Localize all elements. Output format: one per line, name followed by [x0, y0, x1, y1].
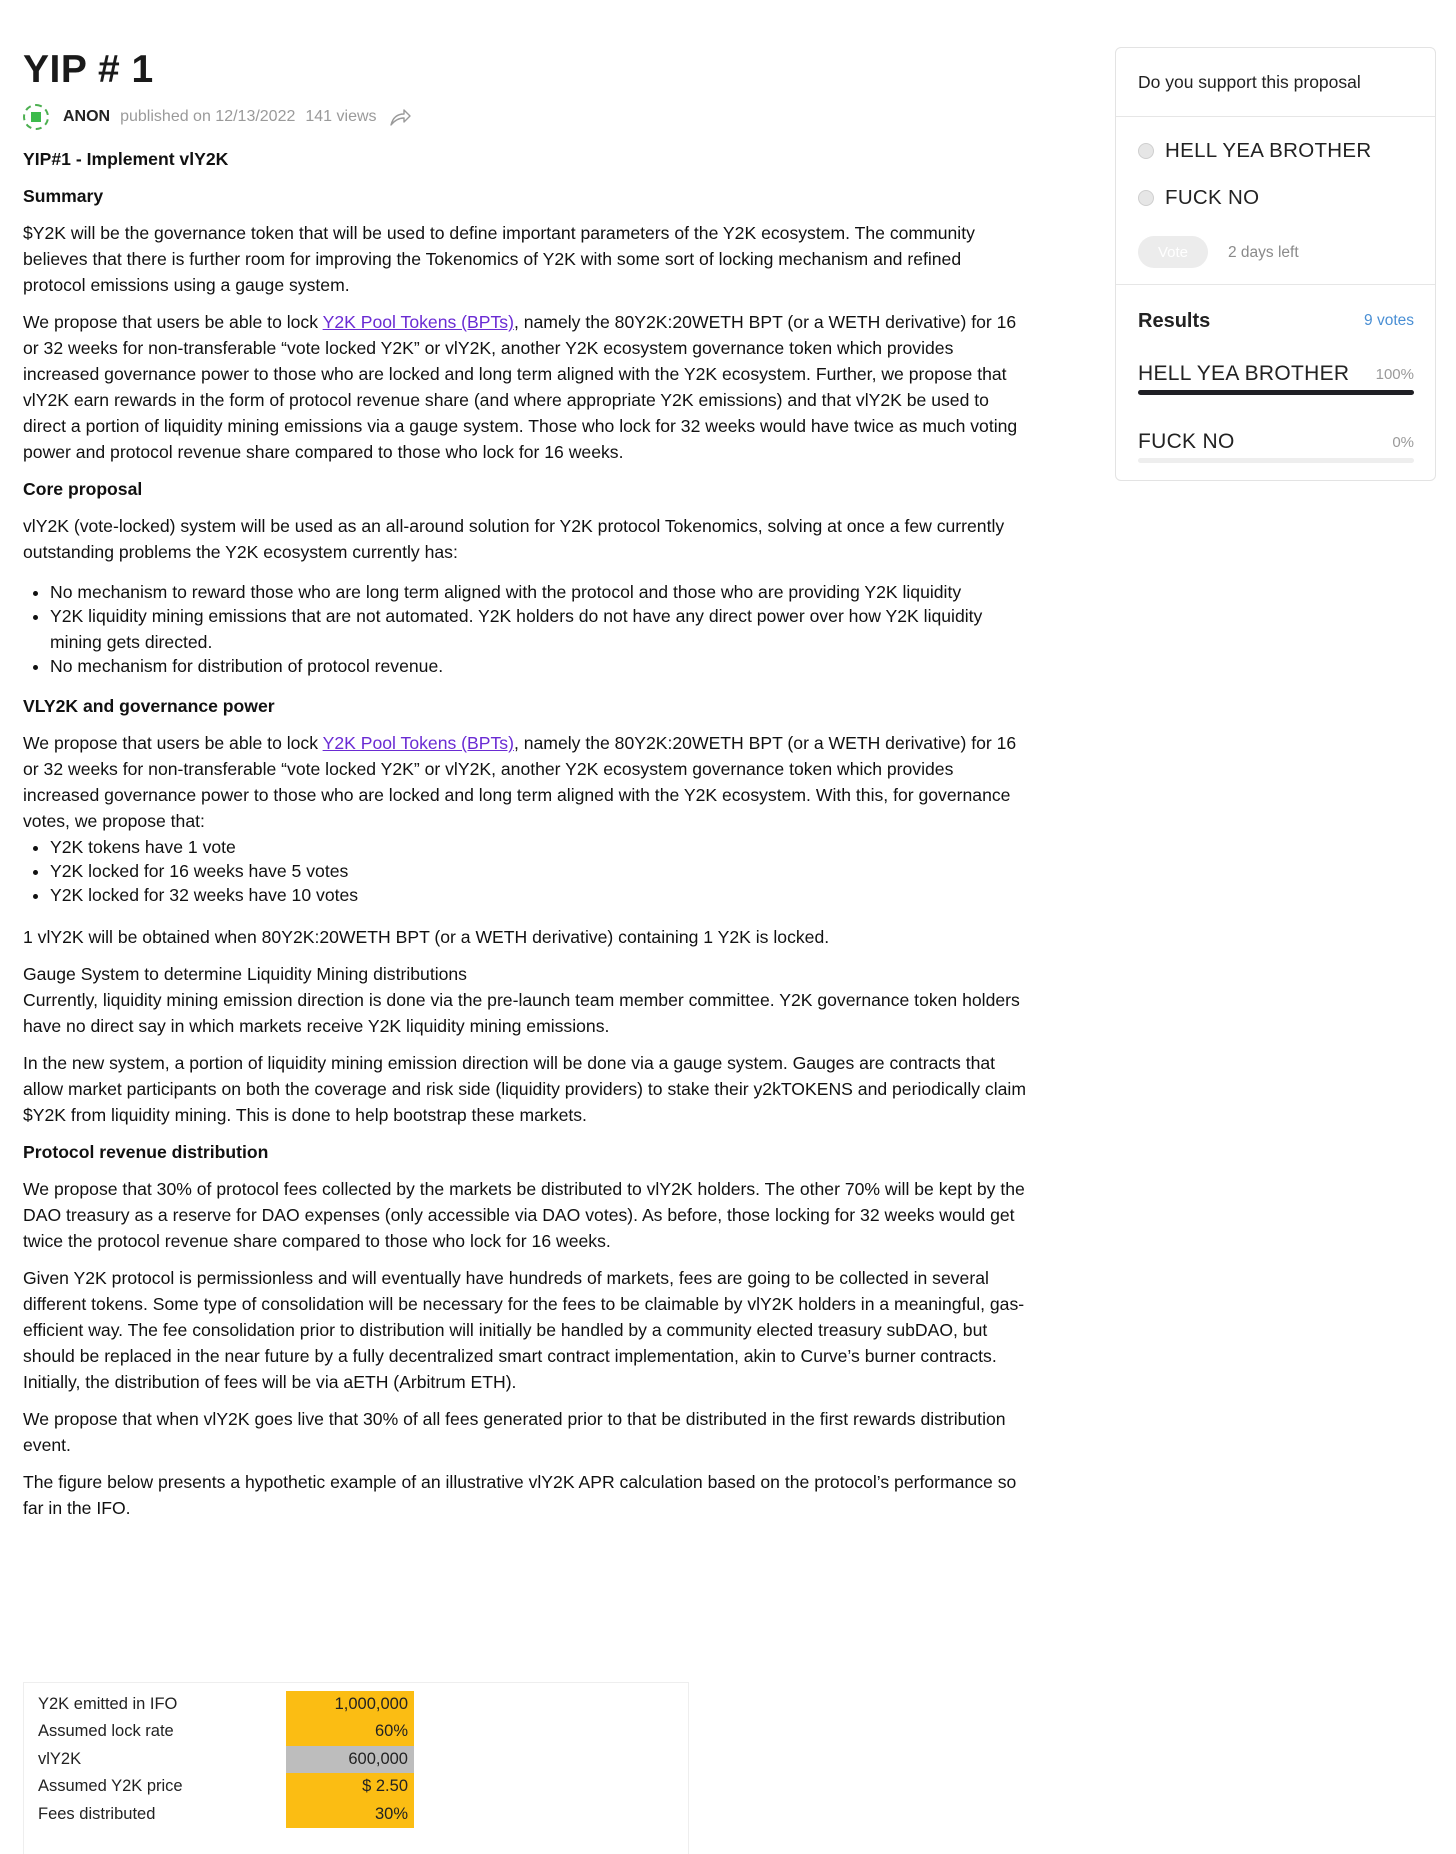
result-bar-track	[1138, 390, 1414, 395]
result-percent: 100%	[1375, 366, 1414, 383]
paragraph	[23, 309, 1028, 465]
heading-vly2k: VLY2K and governance power	[23, 696, 275, 716]
result-label: HELL YEA BROTHER	[1138, 362, 1350, 385]
table-value: 1,000,000	[286, 1691, 414, 1718]
poll-question: Do you support this proposal	[1116, 48, 1435, 117]
paragraph: vlY2K (vote-locked) system will be used as an all-around solution for Y2K protocol Tokenomics, solving at once a few currently outstanding problems the Y2K ecosystem currently has:	[23, 516, 1005, 562]
heading-core: Core proposal	[23, 479, 143, 499]
table-label: Assumed Y2K price	[38, 1777, 183, 1796]
published-date: published on 12/13/2022	[120, 108, 296, 125]
paragraph: 1 vlY2K will be obtained when 80Y2K:20WETH BPT (or a WETH derivative) containing 1 Y2K is locked.	[23, 927, 830, 947]
list-item: • Y2K locked for 32 weeks have 10 votes	[50, 882, 1028, 908]
list-item: • Y2K liquidity mining emissions that are not automated. Y2K holders do not have any direct power over how Y2K liquidity mining gets directed.	[50, 603, 1028, 655]
list-item: • Y2K tokens have 1 vote	[50, 834, 1028, 860]
apr-table-image	[23, 1682, 689, 1854]
text: We propose that users be able to lock	[23, 312, 323, 332]
paragraph: Given Y2K protocol is permissionless and will eventually have hundreds of markets, fees are going to be collected in several different tokens. Some type of consolidation will be necessary for the fees to be claimable by vlY2K holders in a meaningful, gas-efficient way. The fee consolidation prior to distribution will initially be handled by a community elected treasury subDAO, but should be replaced in the near future by a fully decentralized smart contract implementation, akin to Curve’s burner contracts. Initially, the distribution of fees will be via aETH (Arbitrum ETH).	[23, 1268, 1025, 1392]
author-name[interactable]: ANON	[63, 108, 111, 125]
table-row	[34, 1801, 414, 1828]
text: , namely the 80Y2K:20WETH BPT (or a WETH derivative) for 16 or 32 weeks for non-transferable “vote locked Y2K” or vlY2K, another Y2K ecosystem governance token which provides increased governance power to those who are locked and long term aligned with the Y2K ecosystem. Further, we propose that vlY2K earn rewards in the form of protocol revenue share (and where appropriate Y2K emissions) and that vlY2K be used to direct a portion of liquidity mining emissions via a gauge system. Those who lock for 32 weeks would have twice as much voting power and protocol revenue share compared to those who lock for 16 weeks.	[23, 312, 1018, 462]
avatar[interactable]	[23, 104, 49, 130]
list-item: • Y2K locked for 16 weeks have 5 votes	[50, 858, 1028, 884]
poll-panel	[1115, 47, 1436, 481]
table-row	[34, 1773, 414, 1800]
votes-count[interactable]: 9 votes	[1364, 312, 1414, 329]
table-row	[34, 1746, 414, 1773]
table-value: 60%	[286, 1718, 414, 1745]
radio-button[interactable]	[1138, 190, 1154, 206]
table-label: vlY2K	[38, 1749, 82, 1768]
heading-revenue: Protocol revenue distribution	[23, 1142, 269, 1162]
bpt-link[interactable]: Y2K Pool Tokens (BPTs)	[322, 733, 514, 753]
view-count: 141 views	[305, 108, 377, 125]
avatar-icon	[31, 112, 41, 122]
table-label: Assumed lock rate	[38, 1722, 174, 1741]
result-label: FUCK NO	[1138, 430, 1235, 453]
paragraph	[23, 961, 1028, 1039]
heading-main: YIP#1 - Implement vlY2K	[23, 149, 229, 169]
paragraph: $Y2K will be the governance token that will be used to define important parameters of the Y2K ecosystem. The community believes that there is further room for improving the Tokenomics of Y2K with some sort of locking mechanism and refined protocol emissions using a gauge system.	[23, 223, 975, 295]
post-body	[23, 146, 1028, 1521]
divider	[1116, 284, 1435, 285]
table-value: $ 2.50	[286, 1773, 414, 1800]
vote-button[interactable]: Vote	[1138, 236, 1208, 268]
result-row	[1138, 430, 1414, 463]
table-row	[34, 1691, 414, 1718]
table-label: Y2K emitted in IFO	[38, 1695, 178, 1713]
result-row	[1138, 362, 1414, 395]
apr-table	[34, 1691, 414, 1828]
table-value: 600,000	[286, 1746, 414, 1773]
text: Currently, liquidity mining emission direction is done via the pre-launch team member committee. Y2K governance token holders have no direct say in which markets receive Y2K liquidity mining emissions.	[23, 990, 1020, 1036]
results-title: Results	[1138, 310, 1211, 332]
share-icon[interactable]	[389, 107, 411, 127]
option-label: HELL YEA BROTHER	[1165, 139, 1372, 162]
result-bar-fill	[1138, 390, 1414, 395]
table-value: 30%	[286, 1801, 414, 1828]
heading-summary: Summary	[23, 186, 104, 206]
bullet-list	[23, 579, 1028, 679]
bullet-list	[23, 834, 1028, 908]
list-item: • No mechanism to reward those who are long term aligned with the protocol and those who are providing Y2K liquidity	[50, 579, 1028, 605]
text: We propose that users be able to lock	[23, 733, 323, 753]
result-bar-track	[1138, 458, 1414, 463]
table-row	[34, 1718, 414, 1745]
paragraph: The figure below presents a hypothetic example of an illustrative vlY2K APR calculation based on the protocol’s performance so far in the IFO.	[23, 1472, 1017, 1518]
post-main	[23, 40, 1028, 1521]
list-item: • No mechanism for distribution of protocol revenue.	[50, 653, 1028, 679]
post-meta	[23, 100, 1028, 134]
bpt-link[interactable]: Y2K Pool Tokens (BPTs)	[322, 312, 514, 332]
poll-option-no[interactable]	[1138, 186, 1259, 210]
table-label: Fees distributed	[38, 1804, 156, 1823]
option-label: FUCK NO	[1165, 186, 1260, 209]
text: Gauge System to determine Liquidity Mining distributions	[23, 964, 467, 984]
post-title: YIP # 1	[23, 48, 154, 91]
paragraph: We propose that when vlY2K goes live that 30% of all fees generated prior to that be distributed in the first rewards distribution event.	[23, 1409, 1006, 1455]
paragraph: We propose that 30% of protocol fees collected by the markets be distributed to vlY2K holders. The other 70% will be kept by the DAO treasury as a reserve for DAO expenses (only accessible via DAO votes). As before, those locking for 32 weeks would get twice the protocol revenue share compared to those who lock for 16 weeks.	[23, 1179, 1025, 1251]
time-left: 2 days left	[1228, 244, 1299, 261]
paragraph	[23, 730, 1028, 834]
poll-option-yes[interactable]	[1138, 139, 1371, 163]
radio-button[interactable]	[1138, 143, 1154, 159]
paragraph: In the new system, a portion of liquidity mining emission direction will be done via a gauge system. Gauges are contracts that allow market participants on both the coverage and risk side (liquidity providers) to stake their y2kTOKENS and periodically claim $Y2K from liquidity mining. This is done to help bootstrap these markets.	[23, 1053, 1026, 1125]
result-percent: 0%	[1392, 434, 1414, 451]
text: , namely the 80Y2K:20WETH BPT (or a WETH derivative) for 16 or 32 weeks for non-transferable “vote locked Y2K” or vlY2K, another Y2K ecosystem governance token which provides increased governance power to those who are locked and long term aligned with the Y2K ecosystem. With this, for governance votes, we propose that:	[23, 733, 1017, 831]
